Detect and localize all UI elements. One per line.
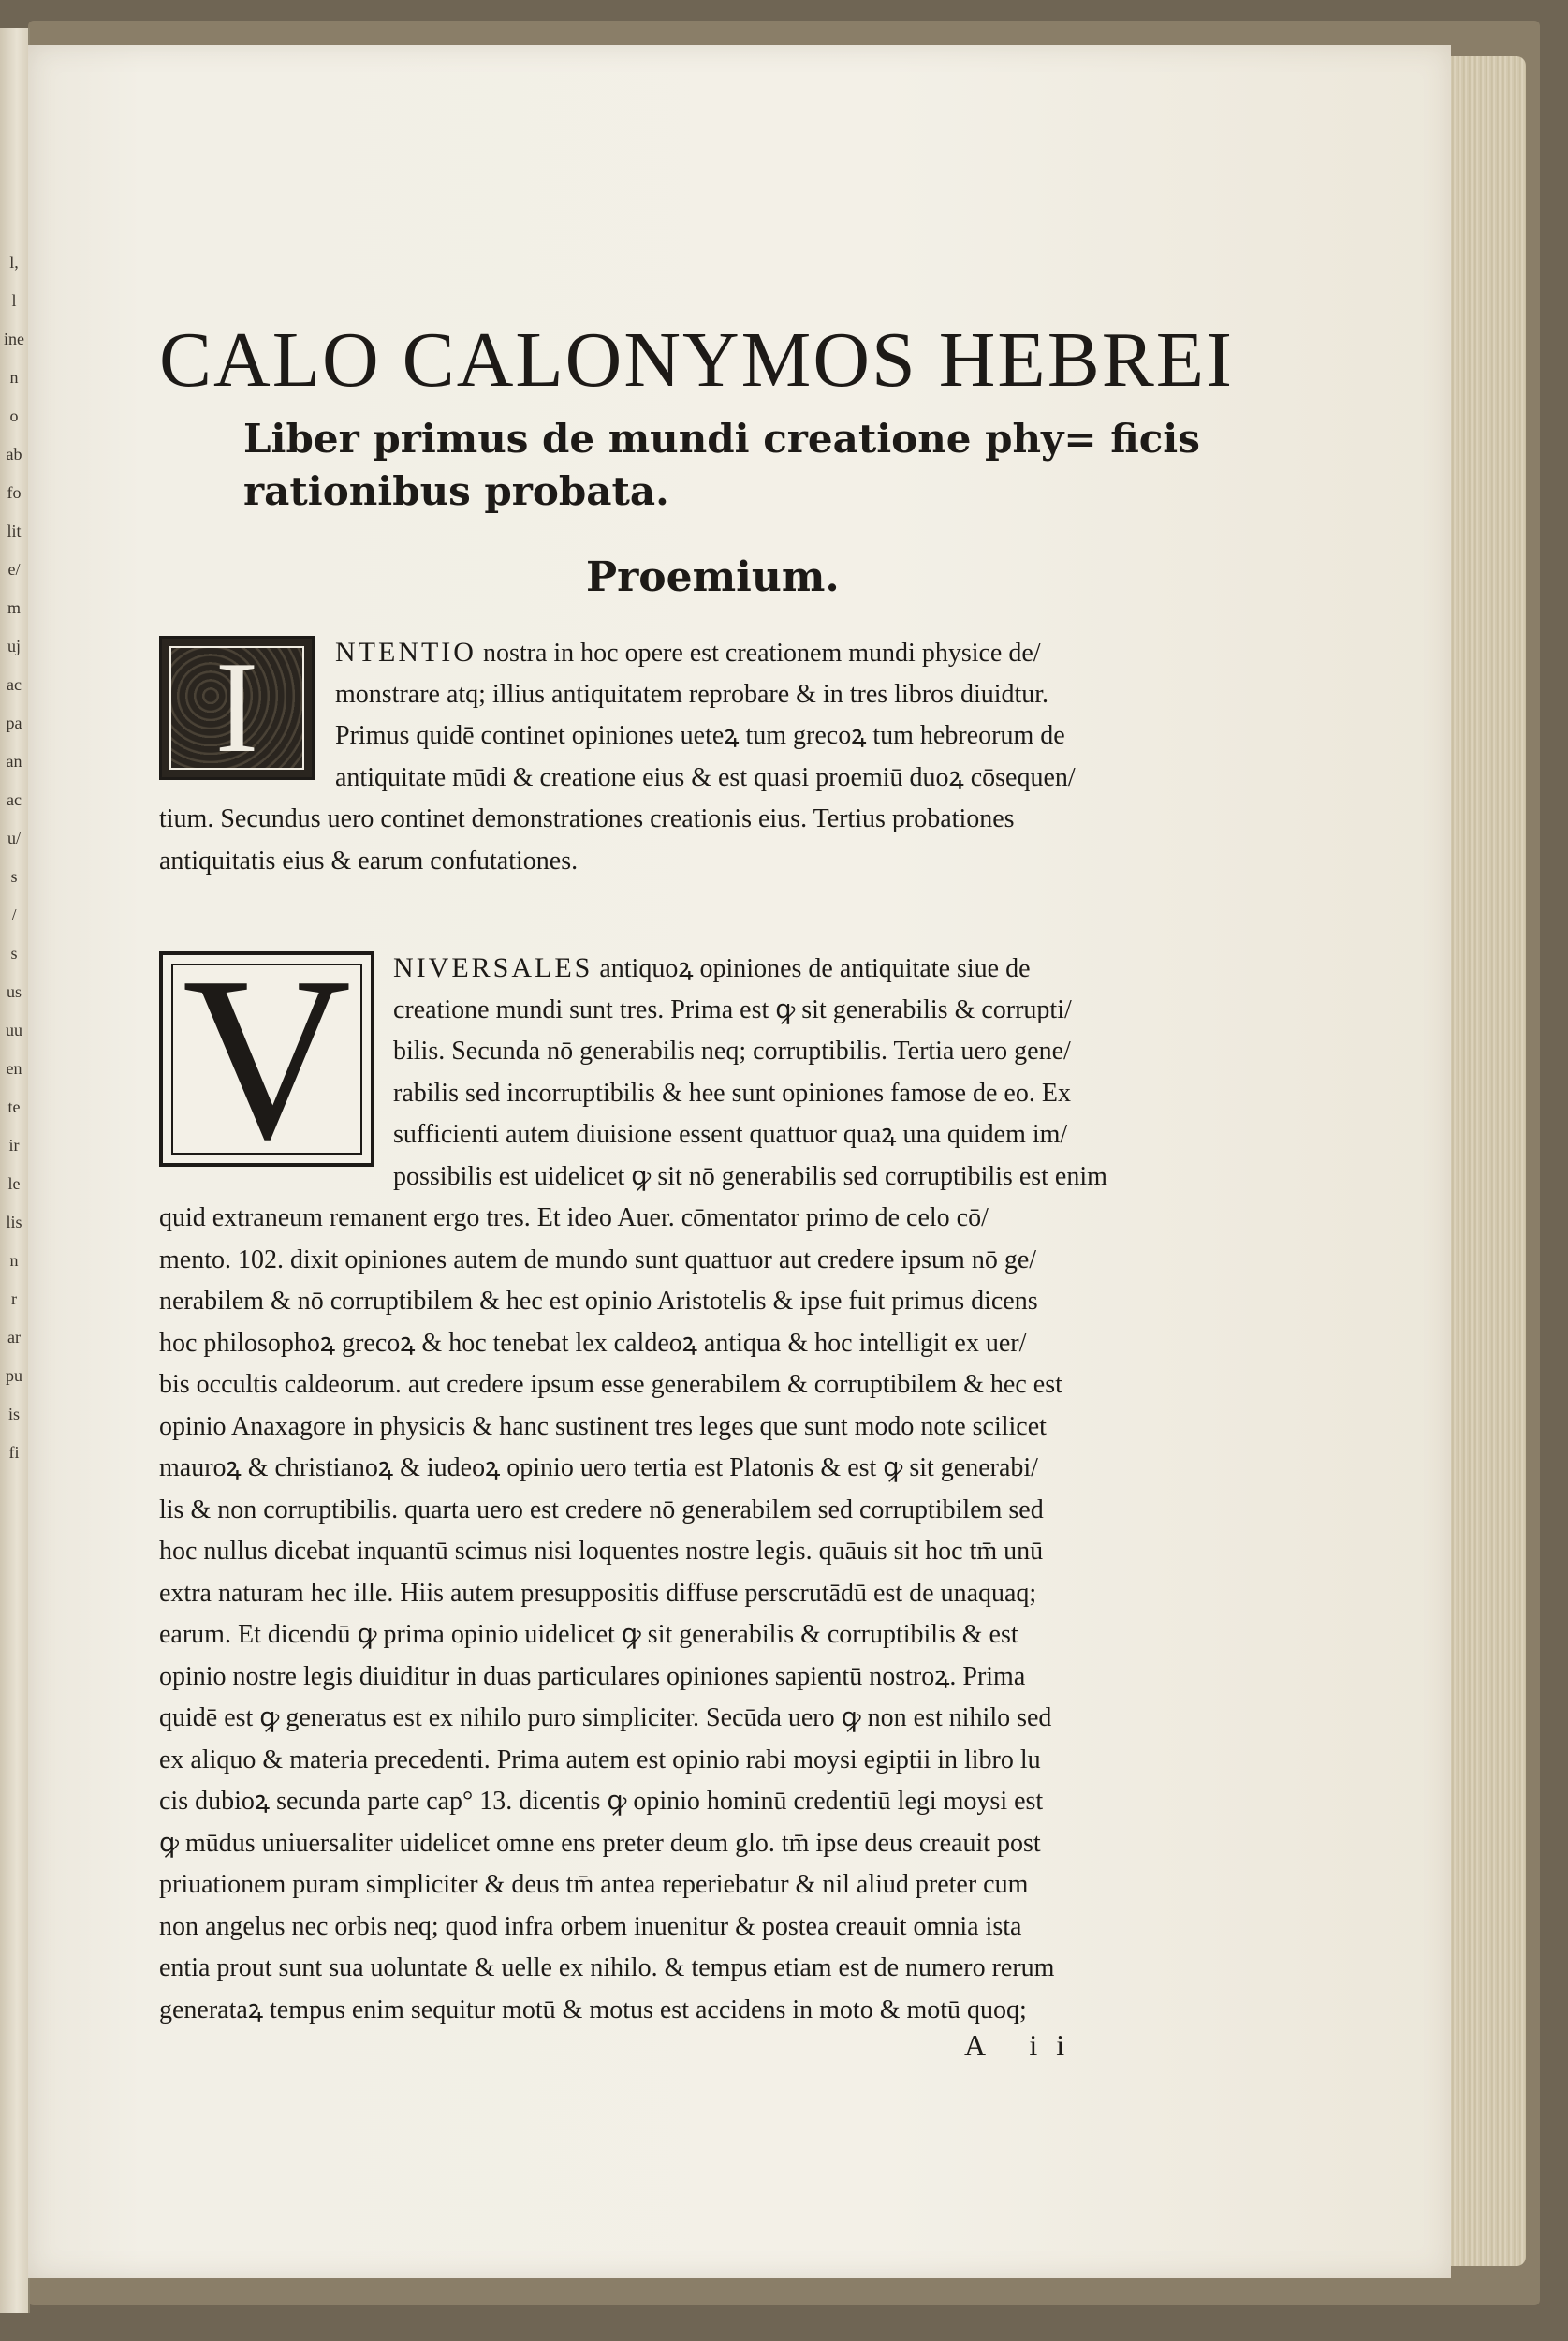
text-line xyxy=(159,1406,1245,1449)
page-title: CALO CALONYMOS HEBREI xyxy=(159,317,1235,404)
text-line xyxy=(159,1614,1245,1656)
text-line xyxy=(159,1531,1245,1573)
line-text: entia prout sunt sua uoluntate & uelle ex nihilo. & tempus etiam est de numero rerum xyxy=(159,1953,1055,1982)
facing-page-mark: / xyxy=(11,905,17,924)
text-line xyxy=(159,1490,1245,1532)
facing-page-mark: e/ xyxy=(7,560,21,579)
lead-word: NTENTIO xyxy=(335,637,476,668)
line-text: antiquoꝝ opiniones de antiquitate siue de xyxy=(593,954,1031,983)
signature-mark: A ii xyxy=(964,2028,1084,2062)
decorated-initial-i xyxy=(159,636,315,780)
text-line xyxy=(159,1323,1245,1365)
line-text: Primus quidē continet opiniones ueteꝝ tum grecoꝝ tum hebreorum de xyxy=(335,721,1065,750)
text-line xyxy=(159,1781,1245,1823)
line-text: tium. Secundus uero continet demonstrationes creationis eius. Tertius probationes xyxy=(159,804,1015,833)
line-text: ꝙ mūdus uniuersaliter uidelicet omne ens preter deum glo. tm̄ ipse deus creauit post xyxy=(159,1828,1041,1858)
facing-page-mark: ac xyxy=(7,790,22,809)
facing-page-mark: ir xyxy=(8,1136,20,1155)
facing-page-marks xyxy=(2,243,26,1472)
text-line xyxy=(159,1864,1245,1907)
facing-page-mark: s xyxy=(10,944,18,963)
line-text: mauroꝝ & christianoꝝ & iudeoꝝ opinio uero tertia est Platonis & est ꝙ sit generabi/ xyxy=(159,1453,1038,1482)
text-line xyxy=(159,1698,1245,1740)
facing-page-mark: fo xyxy=(7,483,22,502)
line-text: mento. 102. dixit opiniones autem de mundo sunt quattuor aut credere ipsum nō ge/ xyxy=(159,1244,1037,1274)
text-line xyxy=(159,674,1245,716)
initial-letter: I xyxy=(214,634,259,780)
line-text: antiquitatis eius & earum confutationes. xyxy=(159,846,579,876)
line-text: generataꝝ tempus enim sequitur motū & motus est accidens in moto & motū quoq; xyxy=(159,1995,1027,2024)
line-text: opinio nostre legis diuiditur in duas particulares opiniones sapientū nostroꝝ. Prima xyxy=(159,1661,1026,1691)
text-line xyxy=(159,1948,1245,1990)
text-line xyxy=(159,841,1245,883)
lead-word: NIVERSALES xyxy=(393,952,593,983)
text-line xyxy=(159,758,1245,800)
line-text: sufficienti autem diuisione essent quattuor quaꝝ una quidem im/ xyxy=(393,1120,1068,1149)
facing-page-mark: r xyxy=(11,1289,17,1308)
facing-page-mark: us xyxy=(6,982,22,1001)
line-text: non angelus nec orbis neq; quod infra orbem inuenitur & postea creauit omnia ista xyxy=(159,1911,1022,1941)
line-text: antiquitate mūdi & creatione eius & est quasi proemiū duoꝝ cōsequen/ xyxy=(335,762,1076,792)
text-line xyxy=(159,632,1245,674)
line-text: nerabilem & nō corruptibilem & hec est opinio Aristotelis & ipse fuit primus dicens xyxy=(159,1287,1038,1316)
facing-page-mark: pu xyxy=(6,1366,22,1385)
text-line xyxy=(159,1364,1245,1406)
facing-page-mark: l, xyxy=(9,253,19,272)
facing-page-mark: ac xyxy=(7,675,22,694)
line-text: ex aliquo & materia precedenti. Prima autem est opinio rabi moysi egiptii in libro lu xyxy=(159,1745,1041,1774)
text-line xyxy=(159,1656,1245,1699)
facing-page-mark: ab xyxy=(6,445,22,464)
facing-page-mark: n xyxy=(9,368,19,387)
facing-page-mark: en xyxy=(6,1059,22,1078)
text-line xyxy=(159,715,1245,758)
facing-page-mark: te xyxy=(7,1097,21,1116)
line-text: monstrare atq; illius antiquitatem reprobare & in tres libros diuidtur. xyxy=(335,679,1049,709)
text-line xyxy=(159,1281,1245,1323)
line-text: quid extraneum remanent ergo tres. Et ideo Auer. cōmentator primo de celo cō/ xyxy=(159,1203,989,1232)
text-line xyxy=(159,1823,1245,1865)
decorated-initial-v xyxy=(159,929,374,1188)
line-text: priuationem puram simpliciter & deus tm̄ antea reperiebatur & nil aliud preter cum xyxy=(159,1870,1029,1899)
facing-page-edge xyxy=(0,28,30,2313)
text-line xyxy=(159,1240,1245,1282)
line-text: opinio Anaxagore in physicis & hanc sustinent tres leges que sunt modo note scilicet xyxy=(159,1411,1047,1441)
line-text: quidē est ꝙ generatus est ex nihilo puro simpliciter. Secūda uero ꝙ non est nihilo sed xyxy=(159,1703,1052,1732)
line-text: earum. Et dicendū ꝙ prima opinio uidelicet ꝙ sit generabilis & corruptibilis & est xyxy=(159,1620,1018,1649)
facing-page-mark: fi xyxy=(8,1443,20,1462)
facing-page-mark: is xyxy=(7,1405,20,1423)
facing-page-mark: l xyxy=(11,291,17,310)
text-line xyxy=(159,1573,1245,1615)
facing-page-mark: lit xyxy=(7,522,22,540)
line-text: creatione mundi sunt tres. Prima est ꝙ sit generabilis & corrupti/ xyxy=(393,994,1072,1024)
line-text: extra naturam hec ille. Hiis autem presuppositis diffuse perscrutādū est de unaquaq; xyxy=(159,1578,1037,1608)
line-text: rabilis sed incorruptibilis & hee sunt opiniones famose de eo. Ex xyxy=(393,1078,1071,1108)
line-text: bis occultis caldeorum. aut credere ipsum esse generabilem & corruptibilem & hec est xyxy=(159,1370,1062,1399)
facing-page-mark: ar xyxy=(7,1328,21,1347)
line-text: possibilis est uidelicet ꝙ sit nō generabilis sed corruptibilis est enim xyxy=(393,1161,1107,1191)
line-text: lis & non corruptibilis. quarta uero est credere nō generabilem sed corruptibilem sed xyxy=(159,1494,1044,1524)
book-subtitle: Liber primus de mundi creatione phy= ficis rationibus probata. xyxy=(243,416,1200,514)
facing-page-mark: o xyxy=(9,406,19,425)
proemium-paragraph xyxy=(159,632,1245,882)
initial-letter: V xyxy=(182,929,352,1188)
text-line xyxy=(159,1990,1245,2032)
text-line xyxy=(159,1740,1245,1782)
text-line xyxy=(159,1907,1245,1949)
universales-paragraph xyxy=(159,929,1245,2031)
facing-page-mark: le xyxy=(7,1174,21,1193)
facing-page-mark: pa xyxy=(6,714,22,732)
book-page xyxy=(28,45,1451,2278)
page-content xyxy=(159,317,1245,2031)
facing-page-mark: uj xyxy=(7,637,21,655)
facing-page-mark: n xyxy=(9,1251,19,1270)
line-text: bilis. Secunda nō generabilis neq; corruptibilis. Tertia uero gene/ xyxy=(393,1037,1071,1066)
text-line xyxy=(159,799,1245,841)
line-text: hoc nullus dicebat inquantū scimus nisi loquentes nostre legis. quāuis sit hoc tm̄ unū xyxy=(159,1537,1044,1566)
text-line xyxy=(159,1198,1245,1240)
facing-page-mark: lis xyxy=(6,1213,22,1231)
facing-page-mark: u/ xyxy=(7,829,21,847)
line-text: cis dubioꝝ secunda parte cap° 13. dicentis ꝙ opinio hominū credentiū legi moysi est xyxy=(159,1787,1044,1816)
line-text: hoc philosophoꝝ grecoꝝ & hoc tenebat lex caldeoꝝ antiqua & hoc intelligit ex uer/ xyxy=(159,1328,1027,1358)
text-line xyxy=(159,1448,1245,1490)
facing-page-mark: an xyxy=(6,752,22,771)
facing-page-mark: ine xyxy=(4,330,24,348)
facing-page-mark: m xyxy=(7,598,21,617)
section-heading: Proemium. xyxy=(586,553,840,601)
facing-page-mark: uu xyxy=(6,1021,22,1039)
facing-page-mark: s xyxy=(10,867,18,886)
line-text: nostra in hoc opere est creationem mundi physice de/ xyxy=(476,639,1041,668)
